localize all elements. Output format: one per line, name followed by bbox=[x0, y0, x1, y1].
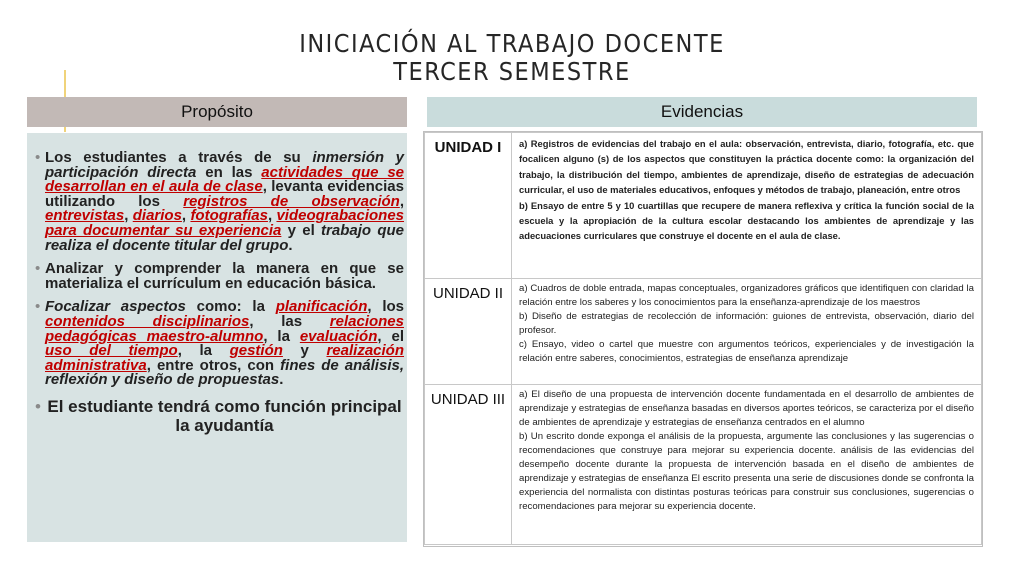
text-run: , levanta evidencias utilizando los bbox=[45, 178, 404, 210]
highlighted-phrase: contenidos disciplinarios bbox=[45, 312, 250, 330]
text-run: en las bbox=[196, 163, 262, 181]
text-run: , la bbox=[263, 327, 300, 345]
evidencias-header: Evidencias bbox=[427, 97, 977, 127]
unidad-content bbox=[512, 279, 982, 385]
evidence-item: a) El diseño de una propuesta de intervención docente fundamentada en el desarrollo de ambientes de aprendizaje y estrategias de enseñanza basadas en diversos aportes teóricos, se caracteriza por el diseño de ambientes de aprendizaje y estrategias de enseñanza centrados en el alumno bbox=[519, 389, 974, 428]
highlighted-phrase: realización administrativa bbox=[45, 342, 405, 374]
highlighted-phrase: evaluación bbox=[299, 327, 378, 345]
evidence-item: a) Cuadros de doble entrada, mapas conceptuales, organizadores gráficos que identifiquen con claridad la relación entre los saberes y los conocimientos para la enseñanza-aprendizaje de los maestros bbox=[519, 283, 974, 308]
title-line-1: INICIACIÓN AL TRABAJO DOCENTE bbox=[299, 29, 725, 58]
text-run: Analizar y comprender la manera en que se materializa el currículum en educación básica. bbox=[45, 260, 404, 292]
proposito-paragraph-3 bbox=[37, 300, 404, 388]
unidad-content bbox=[512, 133, 982, 279]
text-run: , bbox=[267, 207, 277, 225]
text-run: Los estudiantes a través de su bbox=[45, 149, 313, 166]
table-row bbox=[425, 279, 982, 385]
title-line-2: TERCER SEMESTRE bbox=[393, 57, 631, 86]
slide-title bbox=[0, 30, 1024, 86]
emphasized-phrase: Focalizar aspectos bbox=[45, 298, 186, 316]
proposito-paragraph-1 bbox=[37, 151, 404, 253]
evidencias-table bbox=[424, 132, 982, 545]
text-run: , las bbox=[249, 312, 330, 330]
emphasized-phrase: inmersión y participación directa bbox=[45, 149, 404, 181]
proposito-header: Propósito bbox=[27, 97, 407, 127]
text-run: , bbox=[124, 207, 133, 225]
text-run: y el bbox=[281, 221, 322, 239]
evidence-item: b) Ensayo de entre 5 y 10 cuartillas que recupere de manera reflexiva y crítica la función social de la escuela y la apropiación de la cultura escolar destacando los ambientes de aprendizaje y las adecuaciones curriculares que construye el docente en el aula de clase. bbox=[519, 199, 974, 242]
proposito-paragraph-4: • El estudiante tendrá como función principal la ayudantía bbox=[37, 397, 404, 435]
highlighted-phrase: planificación bbox=[275, 298, 368, 316]
evidence-item: b) Diseño de estrategias de recolección de información: guiones de entrevista, observación, diario del profesor. bbox=[519, 311, 974, 336]
text-run: , los bbox=[367, 298, 404, 316]
unidad-content bbox=[512, 385, 982, 545]
highlighted-phrase: entrevistas bbox=[45, 207, 125, 225]
highlighted-phrase: relaciones pedagógicas maestro-alumno bbox=[45, 312, 404, 345]
text-run: , bbox=[181, 207, 191, 225]
text-run: , bbox=[399, 192, 404, 210]
emphasized-phrase: trabajo que realiza el docente titular del grupo bbox=[45, 221, 404, 254]
evidence-item: a) Registros de evidencias del trabajo en el aula: observación, entrevista, diario, fotografía, etc. que focalicen alguno (s) de los aspectos que constituyen la práctica docente como: la organización del trabajo, la distribución del tiempo, ambientes de aprendizaje, diseño de estrategias de adecuación curricular, el uso de materiales educativos, enfoques y métodos de trabajo, planeación, entre otros bbox=[519, 138, 974, 196]
text-run: y bbox=[282, 342, 327, 360]
table-row bbox=[425, 133, 982, 279]
highlighted-phrase: registros de observación bbox=[183, 192, 400, 210]
text-run: , entre otros, con bbox=[146, 356, 281, 374]
text-run: . bbox=[279, 371, 284, 389]
unidad-label: UNIDAD II bbox=[425, 279, 512, 385]
evidencias-table-wrapper bbox=[423, 131, 983, 547]
unidad-label: UNIDAD I bbox=[425, 133, 512, 279]
text-run: , el bbox=[377, 327, 404, 345]
evidence-item: b) Un escrito donde exponga el análisis de la propuesta, argumente las conclusiones y las sugerencias o recomendaciones que construye para mejorar su experiencia docente. análisis de las evidencias del desempeño docente durante la propuesta de intervención basada en el diseño de ambientes de aprendizaje y estrategias de enseñanza El escrito presenta una serie de discusiones donde se confronta la experiencia del normalista con distintas posturas teóricas para construir sus conclusiones, sugerencias o recomendaciones para mejorar su experiencia docente. bbox=[519, 431, 974, 512]
unidad-label: UNIDAD III bbox=[425, 385, 512, 545]
proposito-panel bbox=[27, 133, 407, 542]
table-row bbox=[425, 385, 982, 545]
evidence-item: c) Ensayo, video o cartel que muestre con argumentos teóricos, experienciales y de investigación la relación entre saberes, conocimientos, estrategias de enseñanza aprendizaje bbox=[519, 339, 974, 364]
text-run: , la bbox=[177, 342, 230, 360]
highlighted-phrase: diarios bbox=[132, 207, 182, 225]
highlighted-phrase: gestión bbox=[229, 342, 283, 360]
highlighted-phrase: uso del tiempo bbox=[45, 342, 178, 360]
highlighted-phrase: actividades que se desarrollan en el aula de clase bbox=[45, 163, 405, 196]
proposito-paragraph-2 bbox=[37, 262, 404, 291]
text-run: . bbox=[288, 236, 293, 254]
highlighted-phrase: fotografías bbox=[190, 207, 268, 225]
emphasized-phrase: fines de análisis, reflexión y diseño de propuestas bbox=[45, 356, 404, 389]
highlighted-phrase: videograbaciones para documentar su experiencia bbox=[45, 207, 405, 239]
text-run: como: la bbox=[185, 298, 276, 316]
